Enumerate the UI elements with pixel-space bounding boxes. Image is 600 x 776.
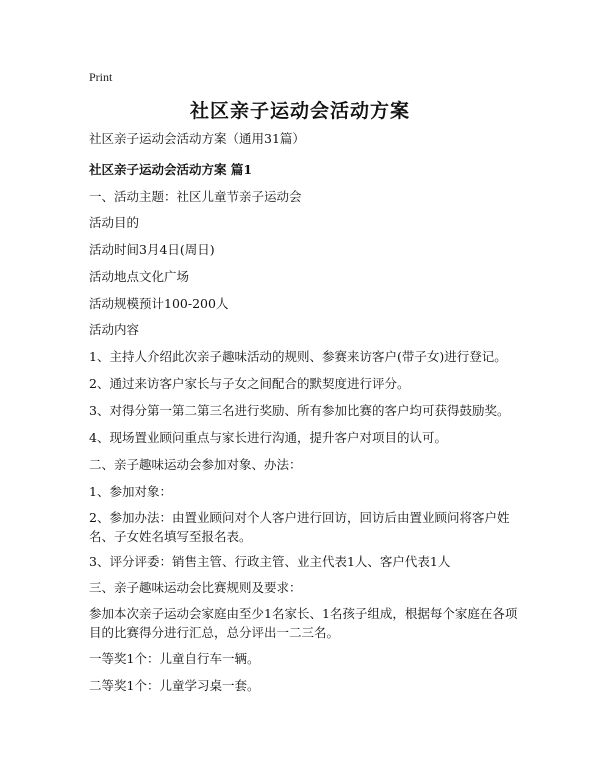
paragraph: 二、亲子趣味运动会参加对象、办法： [89, 457, 302, 472]
paragraph: 三、亲子趣味运动会比赛规则及要求： [89, 580, 302, 595]
paragraph: 3、评分评委：销售主管、行政主管、业主代表1人、客户代表1人 [89, 554, 451, 569]
document-title: 社区亲子运动会活动方案 [189, 100, 410, 122]
paragraph: 活动规模预计100-200人 [89, 296, 229, 311]
paragraph: 3、对得分第一第二第三名进行奖励、所有参加比赛的客户均可获得鼓励奖。 [89, 403, 510, 418]
paragraph: 活动目的 [89, 215, 140, 230]
paragraph: 1、主持人介绍此次亲子趣味活动的规则、参赛来访客户(带子女)进行登记。 [89, 349, 507, 364]
paragraph: 2、参加办法：由置业顾问对个人客户进行回访，回访后由置业顾问将客户姓名、子女姓名填写至报名表。 [89, 510, 510, 544]
section-heading: 社区亲子运动会活动方案 篇1 [89, 162, 253, 177]
subtitle: 社区亲子运动会活动方案（通用31篇） [89, 131, 305, 146]
paragraph: 二等奖1个：儿童学习桌一套。 [89, 678, 260, 693]
paragraph: 活动内容 [89, 322, 140, 337]
paragraph: 活动地点文化广场 [89, 269, 190, 284]
paragraph: 2、通过来访客户家长与子女之间配合的默契度进行评分。 [89, 376, 410, 391]
print-link[interactable]: Print [89, 70, 113, 84]
paragraph: 1、参加对象： [89, 484, 172, 499]
paragraph: 活动时间3月4日(周日) [89, 242, 215, 257]
paragraph: 一等奖1个：儿童自行车一辆。 [89, 651, 260, 666]
paragraph: 一、活动主题：社区儿童节亲子运动会 [89, 189, 302, 204]
paragraph: 参加本次亲子运动会家庭由至少1名家长、1名孩子组成，根据每个家庭在各项目的比赛得分进行汇总，总分评出一二三名。 [89, 606, 518, 640]
paragraph: 4、现场置业顾问重点与家长进行沟通，提升客户对项目的认可。 [89, 430, 447, 445]
